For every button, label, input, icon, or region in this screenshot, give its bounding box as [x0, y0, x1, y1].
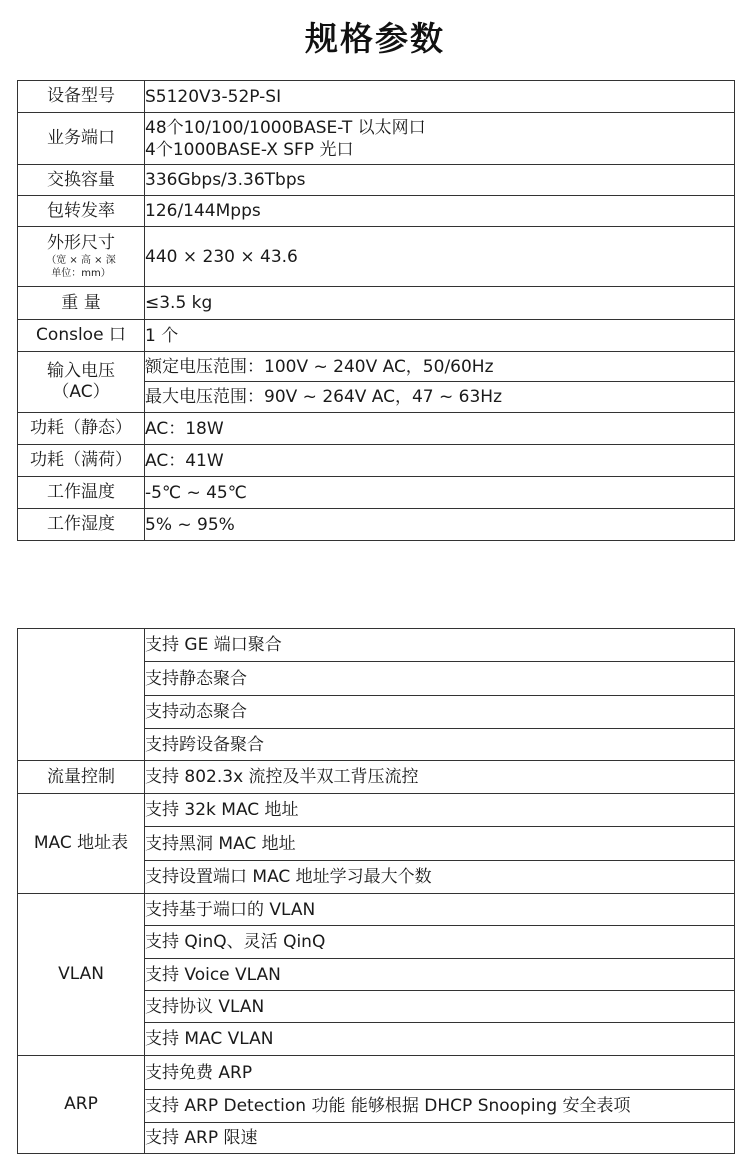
feature-group-label-text: ARP: [64, 1094, 98, 1114]
spec-label: [18, 352, 145, 413]
feature-item: [145, 894, 735, 926]
spec-label: [18, 165, 145, 196]
spec-value-text: ≤3.5 kg: [145, 293, 213, 313]
spec-label-text: 功耗（满荷）: [30, 450, 132, 470]
feature-item: [145, 662, 735, 696]
feature-item: [145, 861, 735, 894]
spec-row: [18, 413, 735, 445]
feature-group-label-text: 流量控制: [47, 766, 115, 787]
spec-value: [145, 227, 735, 287]
feature-item-text: 支持静态聚合: [145, 668, 247, 689]
spec-row: [18, 196, 735, 227]
spec-label: [18, 445, 145, 477]
spec-label: [18, 413, 145, 445]
feature-item: [145, 729, 735, 761]
feature-group-label-text: MAC 地址表: [33, 833, 129, 853]
feature-item-text: 支持 32k MAC 地址: [145, 800, 299, 820]
feature-item-text: 支持设置端口 MAC 地址学习最大个数: [145, 867, 432, 887]
feature-item-text: 支持 ARP 限速: [145, 1128, 258, 1148]
feature-group-label-text: VLAN: [58, 964, 104, 984]
feature-item-text: 支持协议 VLAN: [145, 996, 265, 1017]
feature-item: [145, 794, 735, 827]
spec-label-text: 重 量: [61, 292, 101, 313]
feature-group-label: [18, 794, 145, 894]
spec-value-text: 48个10/100/1000BASE-T 以太网口: [145, 117, 426, 138]
spec-label-text: （AC）: [52, 382, 110, 402]
feature-item: [145, 991, 735, 1023]
feature-item: [145, 926, 735, 959]
spec-value: [145, 287, 735, 320]
spec-row: [18, 352, 735, 382]
spec-value-text: 1 个: [145, 325, 179, 346]
feature-item-text: 支持 802.3x 流控及半双工背压流控: [145, 767, 419, 787]
feature-item-text: 支持动态聚合: [145, 702, 247, 722]
feature-item-text: 支持 QinQ、灵活 QinQ: [145, 932, 326, 952]
spec-value: [145, 477, 735, 509]
spec-value-text: AC：18W: [145, 418, 224, 439]
feature-item-text: 支持黑洞 MAC 地址: [145, 833, 296, 854]
feature-item: [145, 1123, 735, 1154]
feature-item-text: 支持 ARP Detection 功能 能够根据 DHCP Snooping 安全表项: [145, 1096, 631, 1116]
spec-label-text: 工作湿度: [47, 514, 115, 534]
feature-group-label: [18, 761, 145, 794]
spec-label-text: 外形尺寸: [47, 233, 115, 253]
spec-label-text: 业务端口: [47, 128, 115, 148]
spec-label-text: 包转发率: [47, 200, 115, 221]
spec-value-text: 336Gbps/3.36Tbps: [145, 170, 306, 190]
spec-row: [18, 287, 735, 320]
spec-value-text: 额定电压范围：100V ~ 240V AC，50/60Hz: [145, 356, 494, 377]
feature-item: [145, 1090, 735, 1123]
feature-group-label: [18, 1056, 145, 1154]
spec-row: [18, 509, 735, 541]
spec-label: [18, 227, 145, 287]
feature-item-text: 支持免费 ARP: [145, 1062, 253, 1083]
feature-item: [145, 629, 735, 662]
spec-label: [18, 477, 145, 509]
spec-value-text: 5% ~ 95%: [145, 514, 235, 535]
spec-value-text: 126/144Mpps: [145, 201, 261, 221]
spec-row: [18, 81, 735, 113]
spec-label: [18, 320, 145, 352]
spec-value-text: AC：41W: [145, 450, 224, 471]
spec-label-text: 交换容量: [47, 169, 115, 190]
feature-item-text: 支持 MAC VLAN: [145, 1029, 274, 1049]
feature-item-text: 支持跨设备聚合: [145, 734, 264, 755]
feature-item: [145, 761, 735, 794]
spec-table: [17, 80, 735, 541]
spec-value: [145, 382, 735, 413]
spec-label: [18, 287, 145, 320]
feature-item: [145, 827, 735, 861]
spec-value-text: 440 × 230 × 43.6: [145, 246, 298, 267]
spec-label-text: 设备型号: [47, 86, 115, 106]
spec-row: [18, 477, 735, 509]
page-title: 规格参数: [305, 19, 445, 58]
spec-label-text: 工作温度: [47, 482, 115, 502]
feature-group-label: [18, 629, 145, 761]
feature-row: [18, 794, 735, 827]
spec-value-text: 最大电压范围：90V ~ 264V AC，47 ~ 63Hz: [145, 387, 503, 407]
spec-label-note: （宽 × 高 × 深: [46, 255, 116, 266]
spec-label-text: 功耗（静态）: [30, 418, 132, 438]
spec-value: [145, 165, 735, 196]
spec-value: [145, 113, 735, 165]
feature-item: [145, 959, 735, 991]
spec-value: [145, 445, 735, 477]
feature-row: [18, 1056, 735, 1090]
feature-item: [145, 696, 735, 729]
spec-row: [18, 113, 735, 165]
feature-item-text: 支持 Voice VLAN: [145, 964, 281, 985]
feature-group-label: [18, 894, 145, 1056]
feature-row: [18, 894, 735, 926]
feature-item-text: 支持 GE 端口聚合: [145, 635, 282, 655]
spec-label: [18, 81, 145, 113]
spec-value: [145, 413, 735, 445]
spec-value: [145, 509, 735, 541]
feature-table: [17, 628, 735, 1154]
spec-value: [145, 320, 735, 352]
spec-label-text: Consloe 口: [36, 325, 126, 345]
feature-item: [145, 1056, 735, 1090]
spec-label: [18, 196, 145, 227]
feature-item-text: 支持基于端口的 VLAN: [145, 899, 316, 920]
spec-label: [18, 113, 145, 165]
feature-item: [145, 1023, 735, 1056]
spec-row: [18, 445, 735, 477]
spec-value-text: S5120V3-52P-SI: [145, 86, 282, 107]
spec-value: [145, 352, 735, 382]
spec-row: [18, 165, 735, 196]
spec-label: [18, 509, 145, 541]
spec-label-text: 输入电压: [47, 361, 115, 381]
spec-value-text: -5℃ ~ 45℃: [145, 482, 247, 503]
spec-value: [145, 81, 735, 113]
spec-row: [18, 320, 735, 352]
spec-value: [145, 196, 735, 227]
feature-row: [18, 629, 735, 662]
feature-row: [18, 761, 735, 794]
spec-value-text: 4个1000BASE-X SFP 光口: [145, 139, 354, 160]
spec-label-note: 单位：mm）: [51, 268, 111, 279]
spec-row: [18, 227, 735, 287]
